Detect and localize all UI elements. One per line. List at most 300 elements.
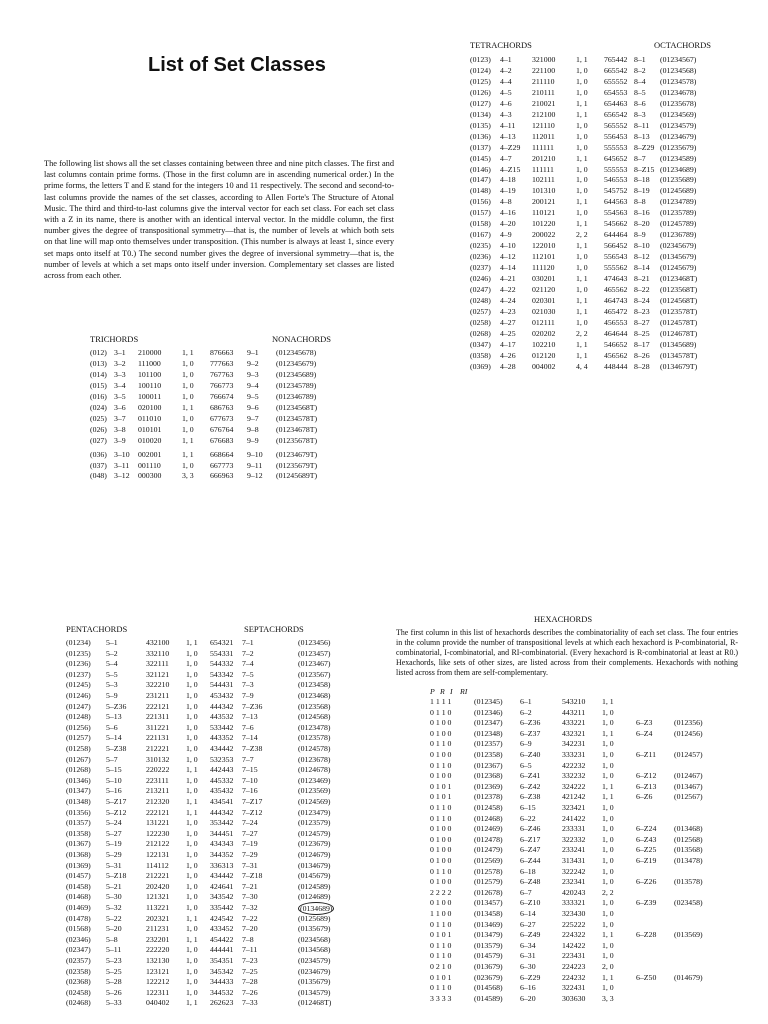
table-cell: (012345678) (276, 348, 317, 357)
table-cell: 1, 0 (182, 380, 194, 390)
table-cell: 1, 0 (576, 120, 588, 130)
table-cell: 8–14 (634, 263, 650, 273)
table-cell: (02468) (66, 998, 91, 1008)
page-title: List of Set Classes (148, 54, 326, 76)
table-cell: 5–6 (106, 722, 118, 732)
table-cell: 6–16 (520, 983, 536, 993)
table-cell: 465562 (604, 284, 628, 294)
table-header-cell: P (430, 687, 435, 696)
table-cell: 3–3 (114, 369, 126, 379)
table-cell: (02358) (66, 966, 91, 976)
table-cell: 6–14 (520, 909, 536, 918)
table-cell: (013679) (474, 962, 503, 971)
table-cell: 7–20 (242, 924, 258, 934)
table-cell: 333231 (562, 750, 586, 759)
octachords-header: OCTACHORDS (654, 40, 711, 50)
table-cell: 2, 2 (576, 328, 588, 338)
table-cell: (012345) (474, 697, 503, 706)
table-cell: 434442 (210, 744, 234, 753)
table-cell: 1, 0 (602, 951, 614, 961)
table-cell: 6–Z24 (636, 824, 657, 834)
table-cell: 9–5 (247, 391, 259, 401)
table-cell: 5–22 (106, 913, 122, 923)
table-cell: 1, 1 (602, 781, 614, 791)
table-cell: 546553 (604, 175, 628, 185)
table-cell: (012578) (474, 866, 503, 876)
table-cell: 433452 (210, 924, 234, 934)
table-cell: 344352 (210, 850, 234, 859)
table-cell: 114112 (146, 860, 169, 870)
table-cell: (01247) (66, 701, 91, 711)
table-cell: (012348) (474, 728, 503, 738)
table-cell: 4–14 (500, 263, 516, 273)
table-cell: (0123569) (298, 786, 331, 796)
table-cell: 9–6 (247, 402, 259, 412)
table-cell: (013458) (474, 909, 503, 918)
table-cell: 0 1 0 1 (430, 930, 452, 940)
table-cell: 1, 0 (576, 186, 588, 196)
table-cell: 665542 (604, 65, 628, 75)
table-cell: 004002 (532, 361, 556, 371)
table-cell: 1, 0 (186, 881, 198, 891)
table-cell: (0134578T) (660, 350, 698, 360)
table-cell: (013579) (474, 940, 503, 950)
table-cell: 9–7 (247, 413, 259, 423)
table-cell: 0 1 1 0 (430, 813, 452, 823)
table-cell: 5–29 (106, 850, 122, 859)
table-cell: 5–28 (106, 977, 122, 987)
table-cell: 011010 (138, 413, 162, 423)
table-cell: (01458) (66, 881, 91, 891)
table-cell: 465472 (604, 306, 628, 316)
table-cell: 3–11 (114, 460, 130, 470)
table-cell: 645652 (604, 153, 628, 163)
table-cell: 1, 1 (576, 219, 588, 229)
table-cell: (01234578T) (276, 413, 318, 423)
table-cell: 1, 1 (186, 807, 198, 817)
table-cell: 020301 (532, 295, 556, 305)
table-cell: (012345789) (276, 380, 317, 390)
table-cell: (0124689) (298, 892, 331, 902)
table-cell: 433221 (562, 718, 586, 728)
table-cell: (012579) (474, 877, 503, 887)
table-cell: 1, 0 (186, 871, 198, 881)
table-cell: 201210 (532, 153, 556, 163)
table-cell: 456562 (604, 350, 628, 360)
table-cell: 7–4 (242, 659, 254, 669)
table-cell: (012358) (474, 750, 503, 759)
table-cell: 676683 (210, 435, 234, 445)
table-cell: 012120 (532, 350, 556, 360)
table-cell: 3 3 3 3 (430, 993, 452, 1003)
table-cell: 202420 (146, 881, 170, 891)
table-cell: 7–1 (242, 638, 254, 647)
table-cell: 9–11 (247, 460, 263, 470)
table-cell: 6–Z29 (520, 972, 541, 982)
table-cell: 555553 (604, 142, 628, 152)
table-cell: 1, 1 (186, 765, 198, 775)
table-cell: 1, 0 (186, 828, 198, 838)
table-cell: 1, 0 (576, 252, 588, 262)
table-cell: 8–6 (634, 98, 646, 108)
table-cell: 6–Z3 (636, 718, 653, 728)
table-cell: (012457) (674, 750, 703, 759)
table-cell: (01235678) (660, 98, 697, 108)
table-cell: 4–27 (500, 317, 516, 327)
table-cell: (0157) (470, 208, 491, 218)
table-cell: 310132 (146, 754, 170, 764)
table-cell: (0234568) (298, 934, 331, 944)
table-cell: 5–Z38 (106, 744, 127, 753)
table-cell: 667773 (210, 460, 234, 470)
table-cell: 655552 (604, 76, 628, 86)
table-cell: (01267) (66, 754, 91, 764)
table-cell: (01345679) (660, 252, 697, 262)
table-cell: 7–2 (242, 648, 254, 658)
table-cell: 7–3 (242, 680, 254, 690)
table-cell: 1, 0 (576, 87, 588, 97)
table-cell: 1, 0 (182, 369, 194, 379)
table-cell: 020202 (532, 328, 556, 338)
hexachords-description: The first column in this list of hexachords describes the combinatoriality of each set class. The four entries in the column provide the number of transpositional levels at which each hexachord is P-combinatorial, R-combinatorial, I-combinatorial, and RI-combinatorial. (Every hexachord is R-combinatorial at least at R0.) Hexachords, like sets of other sizes, are listed across from their complements. Hexachords with nothing listed across from them are self-complementary. (396, 628, 738, 677)
table-cell: 0 1 1 0 (430, 940, 452, 950)
table-cell: 101310 (532, 186, 556, 196)
table-cell: (0134568) (298, 945, 331, 955)
table-cell: 1, 1 (576, 98, 588, 108)
table-cell: 7–11 (242, 945, 258, 955)
table-cell: 1, 0 (576, 208, 588, 218)
table-cell: 232341 (562, 877, 586, 887)
table-cell: 0 1 1 0 (430, 951, 452, 961)
table-cell: 7–22 (242, 913, 258, 923)
table-cell: 1, 1 (576, 350, 588, 360)
table-cell: 212320 (146, 797, 170, 806)
table-cell: 9–3 (247, 369, 259, 379)
table-cell: 121110 (532, 120, 555, 130)
table-cell: 554331 (210, 648, 234, 658)
table-cell: 010101 (138, 424, 162, 434)
table-cell: 4–20 (500, 219, 516, 229)
table-cell: 8–3 (634, 109, 646, 119)
table-cell: (012567) (674, 792, 703, 802)
table-cell: 876663 (210, 348, 234, 357)
table-cell: (01356) (66, 807, 91, 817)
table-cell: (01234678T) (276, 424, 318, 434)
table-cell: (01236) (66, 659, 91, 669)
table-cell: 8–11 (634, 120, 650, 130)
table-cell: 677673 (210, 413, 234, 423)
table-cell: (0145) (470, 153, 491, 163)
table-cell: 7–Z36 (242, 701, 263, 711)
table-cell: 100011 (138, 391, 162, 401)
table-cell: (01258) (66, 744, 91, 753)
table-cell: (012479) (474, 845, 503, 855)
table-cell: 112101 (532, 252, 556, 262)
table-cell: 422232 (562, 760, 586, 770)
table-cell: 1, 0 (602, 898, 614, 908)
table-cell: (012347) (474, 718, 503, 728)
table-cell: (0124579) (298, 828, 331, 838)
table-cell: 444441 (210, 945, 234, 955)
table-cell: 7–32 (242, 903, 258, 912)
table-cell: (0148) (470, 186, 491, 196)
table-cell: 9–4 (247, 380, 259, 390)
table-cell: (0136) (470, 131, 491, 141)
table-cell: 0 1 0 0 (430, 824, 452, 834)
table-cell: (01256) (66, 722, 91, 732)
table-cell: (012345689) (276, 369, 317, 379)
table-cell: 5–3 (106, 680, 118, 690)
table-cell: 1, 1 (186, 638, 198, 647)
table-cell: 102210 (532, 339, 556, 349)
table-cell: 5–32 (106, 903, 122, 912)
table-cell: 223111 (146, 775, 169, 785)
table-cell: (012468T) (298, 998, 332, 1008)
table-cell: 1, 0 (186, 722, 198, 732)
table-cell: 1 1 0 0 (430, 909, 452, 918)
table-cell: 432100 (146, 638, 170, 647)
table-cell: (01457) (66, 871, 91, 881)
table-cell: 448444 (604, 361, 628, 371)
table-cell: 1, 0 (602, 771, 614, 781)
table-cell: 456553 (604, 317, 628, 327)
table-cell: (0123478) (298, 722, 331, 732)
table-cell: 3–4 (114, 380, 126, 390)
table-cell: 8–16 (634, 208, 650, 218)
table-cell: 224322 (562, 930, 586, 940)
table-cell: (013478) (674, 856, 703, 865)
table-cell: (0234679) (298, 966, 331, 976)
table-cell: 533442 (210, 722, 234, 732)
table-cell: 7–5 (242, 669, 254, 679)
table-cell: 8–27 (634, 317, 650, 327)
table-cell: 7–Z38 (242, 744, 263, 753)
table-cell: 8–4 (634, 76, 646, 86)
table-cell: (0134689) (300, 904, 333, 913)
table-cell: 676764 (210, 424, 234, 434)
table-cell: 344433 (210, 977, 234, 987)
table-cell: (012367) (474, 760, 503, 770)
table-cell: 241422 (562, 813, 586, 823)
table-cell: 1, 1 (576, 339, 588, 349)
table-cell: 1, 0 (186, 977, 198, 987)
table-cell: (0146) (470, 164, 491, 174)
table-cell: (0124678) (298, 765, 331, 775)
table-cell: (0124678T) (660, 328, 698, 338)
table-cell: 224223 (562, 962, 586, 971)
table-cell: 6–18 (520, 866, 536, 876)
table-cell: 6–Z17 (520, 834, 541, 844)
table-cell: 101220 (532, 219, 556, 229)
table-cell: 7–6 (242, 722, 254, 732)
table-cell: 4–25 (500, 328, 516, 338)
table-cell: (01234589) (660, 153, 697, 163)
table-cell: 1, 0 (186, 987, 198, 997)
table-cell: (012356) (674, 718, 703, 728)
table-cell: 4–24 (500, 295, 516, 305)
table-cell: 6–Z38 (520, 792, 541, 802)
table-cell: 321121 (146, 669, 170, 679)
table-cell: 420243 (562, 887, 586, 897)
table-cell: 5–Z18 (106, 871, 127, 881)
table-cell: 223431 (562, 951, 586, 961)
table-cell: (012456) (674, 728, 703, 738)
table-cell: 1, 0 (602, 919, 614, 929)
table-cell: 1, 0 (186, 892, 198, 902)
table-cell: 6–Z40 (520, 750, 541, 759)
table-cell: 113221 (146, 903, 170, 912)
table-cell: 654463 (604, 98, 628, 108)
table-cell: 221131 (146, 733, 170, 743)
table-cell: (01234579) (660, 120, 697, 130)
table-cell: 565552 (604, 120, 628, 130)
table-cell: (0147) (470, 175, 491, 185)
table-cell: 0 1 0 0 (430, 856, 452, 865)
table-cell: 7–33 (242, 998, 258, 1008)
table-cell: (0123458) (298, 680, 331, 690)
table-cell: 7–15 (242, 765, 258, 775)
table-cell: 543342 (210, 669, 234, 679)
table-cell: 8–5 (634, 87, 646, 97)
table-cell: 5–Z36 (106, 701, 127, 711)
table-cell: (0369) (470, 361, 491, 371)
table-cell: 6–Z42 (520, 781, 541, 791)
table-cell: 8–9 (634, 230, 646, 240)
table-cell: 142422 (562, 940, 586, 950)
table-cell: (016) (90, 391, 107, 401)
table-cell: (013469) (474, 919, 503, 929)
table-cell: 7–16 (242, 786, 258, 796)
table-cell: (0247) (470, 284, 491, 294)
table-cell: (01368) (66, 850, 91, 859)
table-cell: (01357) (66, 818, 91, 828)
table-cell: (01236789) (660, 230, 697, 240)
table-cell: (02346) (66, 934, 91, 944)
table-cell: (01347) (66, 786, 91, 796)
table-cell: 454422 (210, 934, 234, 944)
table-cell: 2, 0 (602, 962, 614, 971)
table-cell: (01568) (66, 924, 91, 934)
table-cell: 5–16 (106, 786, 122, 796)
table-cell: 7–13 (242, 712, 258, 722)
table-cell: 1, 1 (576, 241, 588, 251)
table-cell: (013568) (674, 845, 703, 855)
table-cell: 545662 (604, 219, 628, 229)
table-cell: 7–24 (242, 818, 258, 828)
table-cell: (0123457) (298, 648, 331, 658)
table-cell: 1, 0 (186, 701, 198, 711)
table-cell: 1, 0 (576, 175, 588, 185)
table-cell: 110121 (532, 208, 556, 218)
table-cell: 3–8 (114, 424, 126, 434)
table-cell: 211231 (146, 924, 170, 934)
table-cell: 332232 (562, 771, 586, 781)
table-cell: 112011 (532, 131, 555, 141)
table-cell: 1, 1 (186, 998, 198, 1008)
table-cell: 5–9 (106, 691, 118, 700)
table-cell: 1, 1 (576, 55, 588, 64)
table-cell: 1, 0 (182, 358, 194, 368)
table-cell: (0123568T) (660, 284, 698, 294)
hexachords-header: HEXACHORDS (534, 614, 593, 624)
table-cell: 322431 (562, 983, 586, 993)
table-cell: 5–25 (106, 966, 122, 976)
table-cell: 354351 (210, 956, 234, 965)
table-cell: 111111 (532, 142, 554, 152)
intro-paragraph: The following list shows all the set classes containing between three and nine pitch classes. The first and last columns contain prime forms. (Those in the first column are in ascending numerical order.) In the prime forms, the letters T and E stand for the integers 10 and 11 respectively. The second and second-to-last columns provide the names of the set classes, according to Allen Forte's The Structure of Atonal Music. The third and third-to-last columns give the interval vector for each set class. For each set class with a Z in its name, there is another with an identical interval vector. In the middle column, the first number gives the degree of transpositional symmetry—that is, the number of levels at which both sets on that line will map onto themselves under transposition. (This number is always at least 1, since every set maps onto itself at T0.) The second number gives the degree of inversional symmetry—that is, the number of levels at which a set maps onto itself under inversion. Complementary set classes are listed across from each other. (44, 159, 394, 281)
table-cell: 544431 (210, 680, 234, 690)
table-cell: (0123578T) (660, 306, 698, 316)
table-cell: (0167) (470, 230, 491, 240)
table-cell: 4–21 (500, 274, 516, 283)
table-cell: 1, 1 (602, 930, 614, 940)
table-cell: 212100 (532, 109, 556, 119)
table-cell: (012369) (474, 781, 503, 791)
table-cell: 5–30 (106, 892, 122, 902)
table-cell: 4–17 (500, 339, 516, 349)
table-cell: 5–15 (106, 765, 122, 775)
table-cell: 8–22 (634, 284, 650, 294)
table-cell: 1, 0 (182, 424, 194, 434)
table-cell: (0258) (470, 317, 491, 327)
table-cell: (0124568) (298, 712, 331, 722)
table-cell: 1 1 1 1 (430, 697, 452, 706)
table-cell: (01245789) (660, 219, 697, 229)
table-cell: 443211 (562, 707, 586, 717)
table-cell: 7–23 (242, 956, 258, 965)
table-cell: 7–7 (242, 754, 254, 764)
nonachords-header: NONACHORDS (272, 334, 332, 344)
table-cell: (01268) (66, 765, 91, 775)
table-cell: 1, 0 (602, 856, 614, 865)
table-cell: 686763 (210, 402, 234, 412)
table-cell: 111111 (532, 164, 554, 174)
table-cell: (01237) (66, 669, 91, 679)
table-cell: 6–Z48 (520, 877, 541, 887)
table-cell: 021030 (532, 306, 556, 316)
table-cell: (025) (90, 413, 107, 423)
table-cell: 3–7 (114, 413, 126, 423)
table-cell: 8–20 (634, 219, 650, 229)
table-cell: 311221 (146, 722, 170, 732)
table-cell: 2 2 2 2 (430, 887, 452, 897)
table-cell: 4–8 (500, 197, 512, 207)
table-cell: 6–Z10 (520, 898, 541, 908)
table-cell: 1, 0 (186, 903, 198, 912)
table-cell: 1, 1 (576, 306, 588, 316)
table-cell: (0123469) (298, 775, 331, 785)
table-cell: 3, 3 (182, 471, 194, 481)
table-cell: (0234579) (298, 956, 331, 965)
table-cell: 4–22 (500, 284, 516, 294)
table-cell: 231211 (146, 691, 170, 700)
table-cell: (0268) (470, 328, 491, 338)
table-cell: 6–Z12 (636, 771, 657, 781)
table-cell: 122230 (146, 828, 170, 838)
table-cell: 1, 0 (186, 659, 198, 669)
table-cell: 7–29 (242, 850, 258, 859)
table-cell: 4–2 (500, 65, 512, 75)
table-cell: (012345679) (276, 358, 317, 368)
table-cell: 424542 (210, 913, 234, 923)
table-cell: 8–25 (634, 328, 650, 338)
table-cell: (0134579) (298, 987, 331, 997)
table-cell: 202321 (146, 913, 170, 923)
table-cell: (01234689) (660, 164, 697, 174)
table-cell: 554563 (604, 208, 628, 218)
table-cell: (0124679) (298, 850, 331, 859)
table-cell: (01235789) (660, 208, 697, 218)
